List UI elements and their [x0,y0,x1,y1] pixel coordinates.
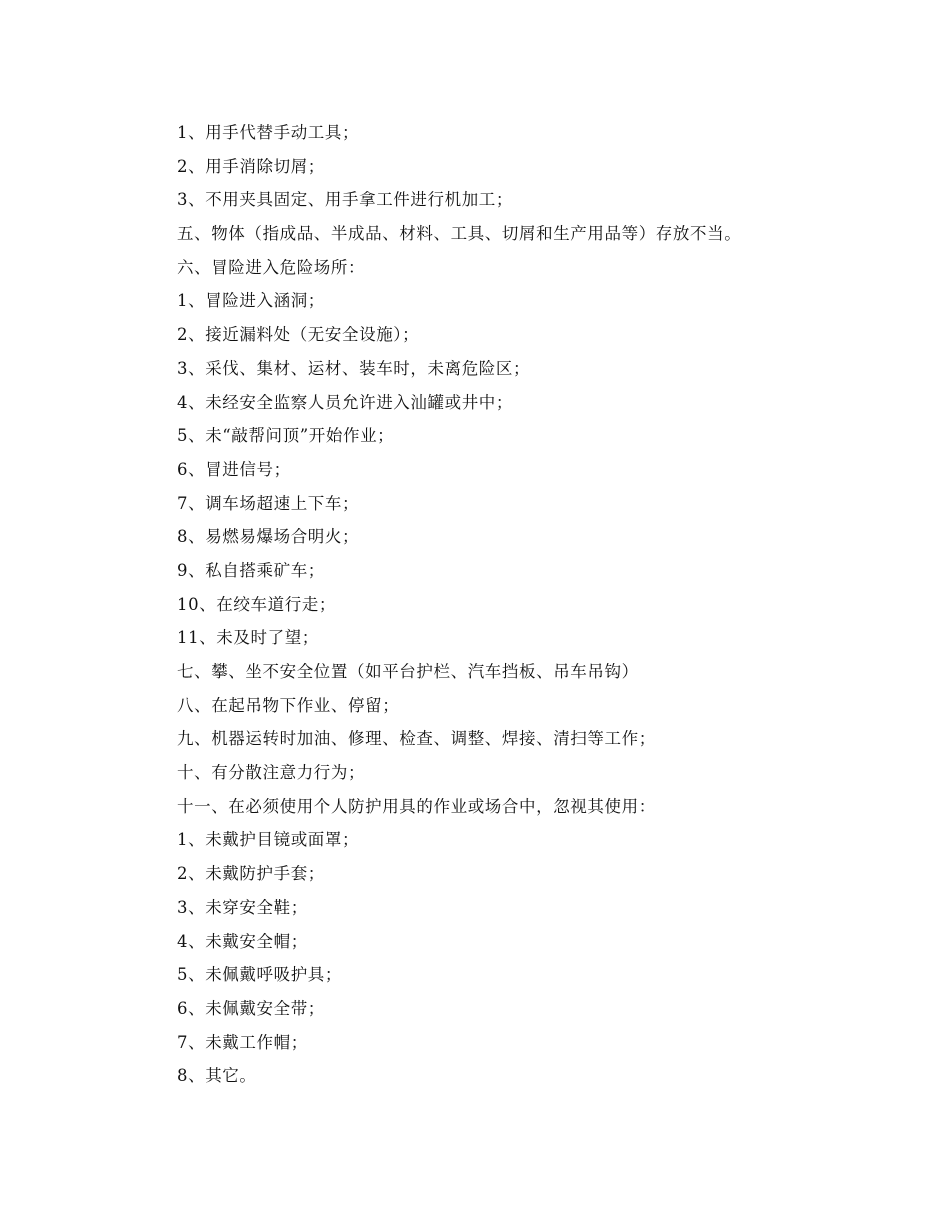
text-line-6-11: 11、未及时了望； [177,628,319,648]
text-line-11-3: 3、未穿安全鞋； [177,897,308,917]
text-line-6-1: 1、冒险进入涵洞； [177,291,325,311]
section-heading-8: 八、在起吊物下作业、停留； [177,695,400,715]
section-heading-6: 六、冒险进入危险场所： [177,257,366,277]
text-line-6-5: 5、未“敲帮问顶”开始作业； [177,426,395,446]
text-line-11-5: 5、未佩戴呼吸护具； [177,965,342,985]
text-line-1: 1、用手代替手动工具； [177,123,360,142]
text-line-6-7: 7、调车场超速上下车； [177,493,360,513]
section-heading-11: 十一、在必须使用个人防护用具的作业或场合中，忽视其使用： [177,796,656,816]
section-heading-7: 七、攀、坐不安全位置（如平台护栏、汽车挡板、吊车吊钩） [177,662,639,681]
text-line-11-4: 4、未戴安全帽； [177,931,308,951]
document-body [177,116,897,1093]
text-line-6-9: 9、私自搭乘矿车； [177,560,325,580]
text-line-11-8: 8、其它。 [177,1066,257,1086]
text-line-2: 2、用手消除切屑； [177,156,325,176]
text-line-6-6: 6、冒进信号； [177,459,291,479]
text-line-11-2: 2、未戴防护手套； [177,864,325,884]
text-line-6-2: 2、接近漏料处（无安全设施）； [177,325,420,345]
section-heading-5: 五、物体（指成品、半成品、材料、工具、切屑和生产用品等）存放不当。 [177,224,742,244]
text-line-6-4: 4、未经安全监察人员允许进入汕罐或井中； [177,392,513,412]
text-line-6-10: 10、在绞车道行走； [177,594,336,614]
section-heading-9: 九、机器运转时加油、修理、检查、调整、焊接、清扫等工作； [177,729,656,749]
text-line-11-7: 7、未戴工作帽； [177,1032,308,1052]
section-heading-10: 十、有分散注意力行为； [177,763,366,783]
text-line-6-8: 8、易燃易爆场合明火； [177,527,360,547]
text-line-11-1: 1、未戴护目镜或面罩； [177,830,360,850]
text-line-11-6: 6、未佩戴安全带； [177,998,325,1018]
text-line-3: 3、不用夹具固定、用手拿工件进行机加工； [177,190,513,210]
text-line-6-3: 3、采伐、集材、运材、装车时，未离危险区； [177,358,531,378]
